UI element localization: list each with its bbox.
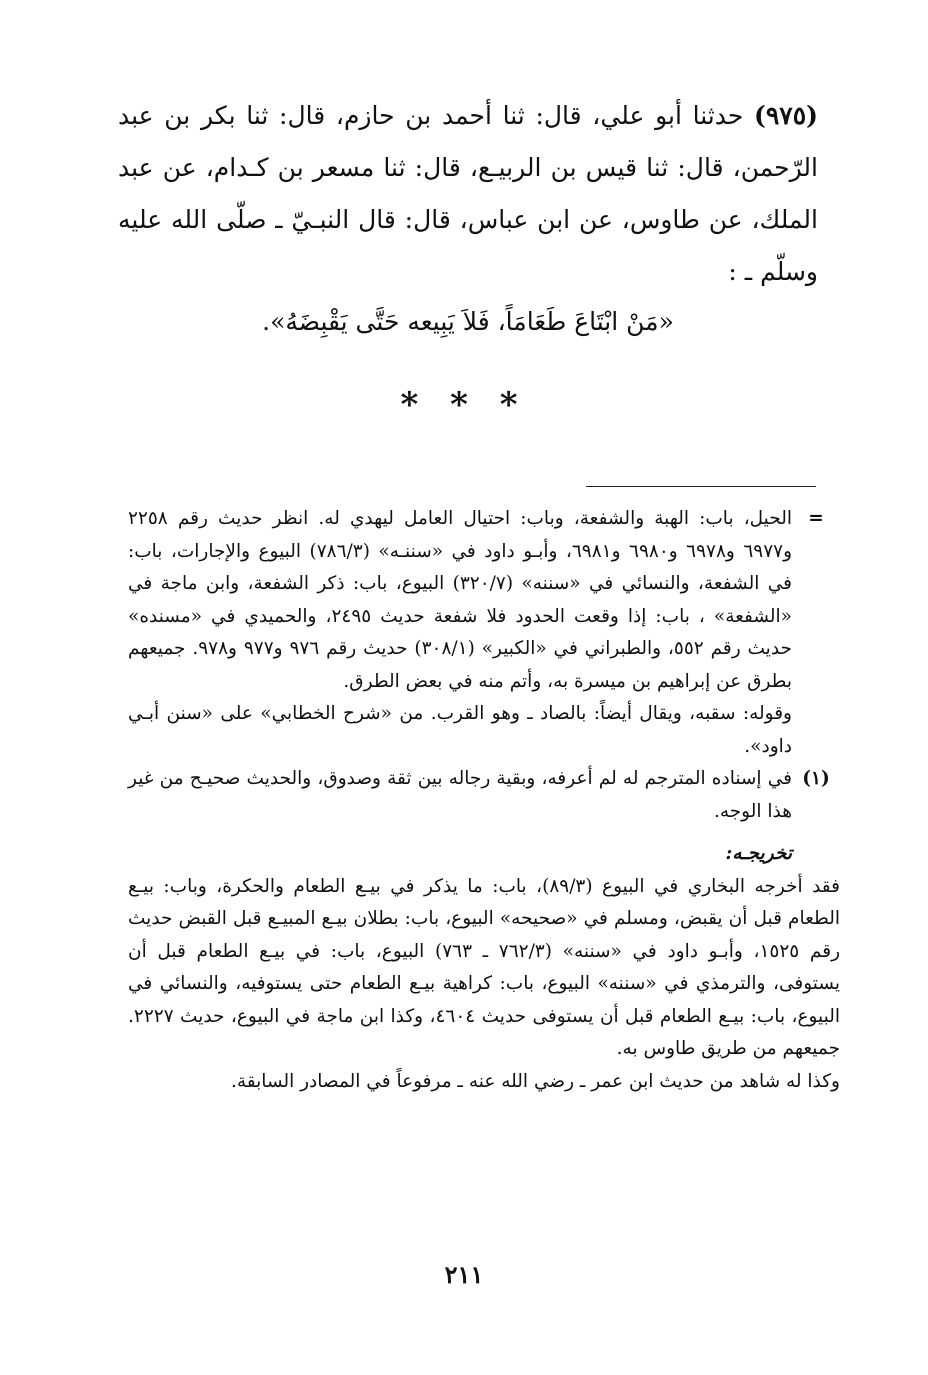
takhrij-paragraph: وكذا له شاهد من حديث ابن عمر ـ رضي الله عنه ـ مرفوعاً في المصادر السابقة.	[231, 1070, 840, 1092]
footnote-1-body	[128, 763, 792, 828]
hadith-matn: «مَنْ ابْتَاعَ طَعَامَاً، فَلاَ يَبِيعه حَتَّى يَقْبِضَهُ».	[262, 307, 674, 336]
hadith-number: (٩٧٥)	[754, 101, 818, 130]
continuation-marker: =	[808, 508, 824, 529]
hadith-isnad-paragraph	[118, 90, 818, 298]
hadith-text	[118, 90, 818, 298]
hadith-isnad: حدثنا أبو علي، قال: ثنا أحمد بن حازم، قال: ثنا بكر بن عبد الرّحمن، قال: ثنا قيس بن الربيـع، قال: ثنا مسعر بن كـدام، عن عبد الملك، عن طاوس، عن ابن عباس، قال: قال النبـيّ ـ صلّى الله عليه وسلّم ـ :	[118, 101, 818, 286]
takhrij-body	[128, 871, 840, 1099]
footnote-1-text: في إسناده المترجم له لم أعرفه، وبقية رجاله بين ثقة وصدوق، والحديث صحيـح من غير هذا الوجه.	[128, 768, 792, 822]
footnote-paragraph: وقوله: سقبه، ويقال أيضاً: بالصاد ـ وهو القرب. من «شرح الخطابي» على «سنن أبـي داود».	[128, 703, 792, 757]
footnote-1	[128, 763, 840, 828]
section-separator: * * *	[400, 385, 528, 425]
footnote-divider	[586, 486, 816, 487]
page-number: ٢١١	[444, 1260, 484, 1289]
footnote-1-marker: (١)	[802, 768, 830, 789]
takhrij-heading: تخريجـه:	[725, 843, 792, 864]
footnotes	[128, 503, 840, 1098]
footnote-continuation	[128, 503, 840, 763]
footnote-paragraph: الحيل، باب: الهبة والشفعة، وباب: احتيال العامل ليهدي له. انظر حديث رقم ٢٢٥٨ و٦٩٧٧ و٦٩٧٨ و٦٩٨٠ و٦٩٨١، وأبـو داود في «سننـه» (٧٨٦/٣) البيوع والإجارات، باب: في الشفعة، والنسائي في «سننه» (٣٢٠/٧) البيوع، باب: ذكر الشفعة، وابن ماجة في «الشفعة» ، باب: إذا وقعت الحدود فلا شفعة حديث ٢٤٩٥، والحميدي في «مسنده» حديث رقم ٥٥٢، والطبراني في «الكبير» (٣٠٨/١) حديث رقم ٩٧٦ و٩٧٧ و٩٧٨. جميعهم بطرق عن إبراهيم بن ميسرة به، وأتم منه في بعض الطرق.	[128, 508, 793, 692]
footnote-continuation-body	[128, 503, 792, 763]
takhrij-paragraph: فقد أخرجه البخاري في البيوع (٨٩/٣)، باب: ما يذكر في بيـع الطعام والحكرة، وباب: بيـع الطعام قبل أن يقبض، ومسلم في «صحيحه» البيوع، باب: بطلان بيـع المبيـع قبل القبض حديث رقم ١٥٢٥، وأبـو داود في «سننه» (٧٦٢/٣ ـ ٧٦٣) البيوع، باب: في بيـع الطعام قبل أن يستوفى، والترمذي في «سننه» البيوع، باب: كراهية بيـع الطعام حتى يستوفيه، والنسائي في البيوع، باب: بيـع الطعام قبل أن يستوفى حديث ٤٦٠٤، وكذا ابن ماجة في البيوع، حديث ٢٢٢٧. جميعهم من طريق طاوس به.	[128, 875, 841, 1059]
